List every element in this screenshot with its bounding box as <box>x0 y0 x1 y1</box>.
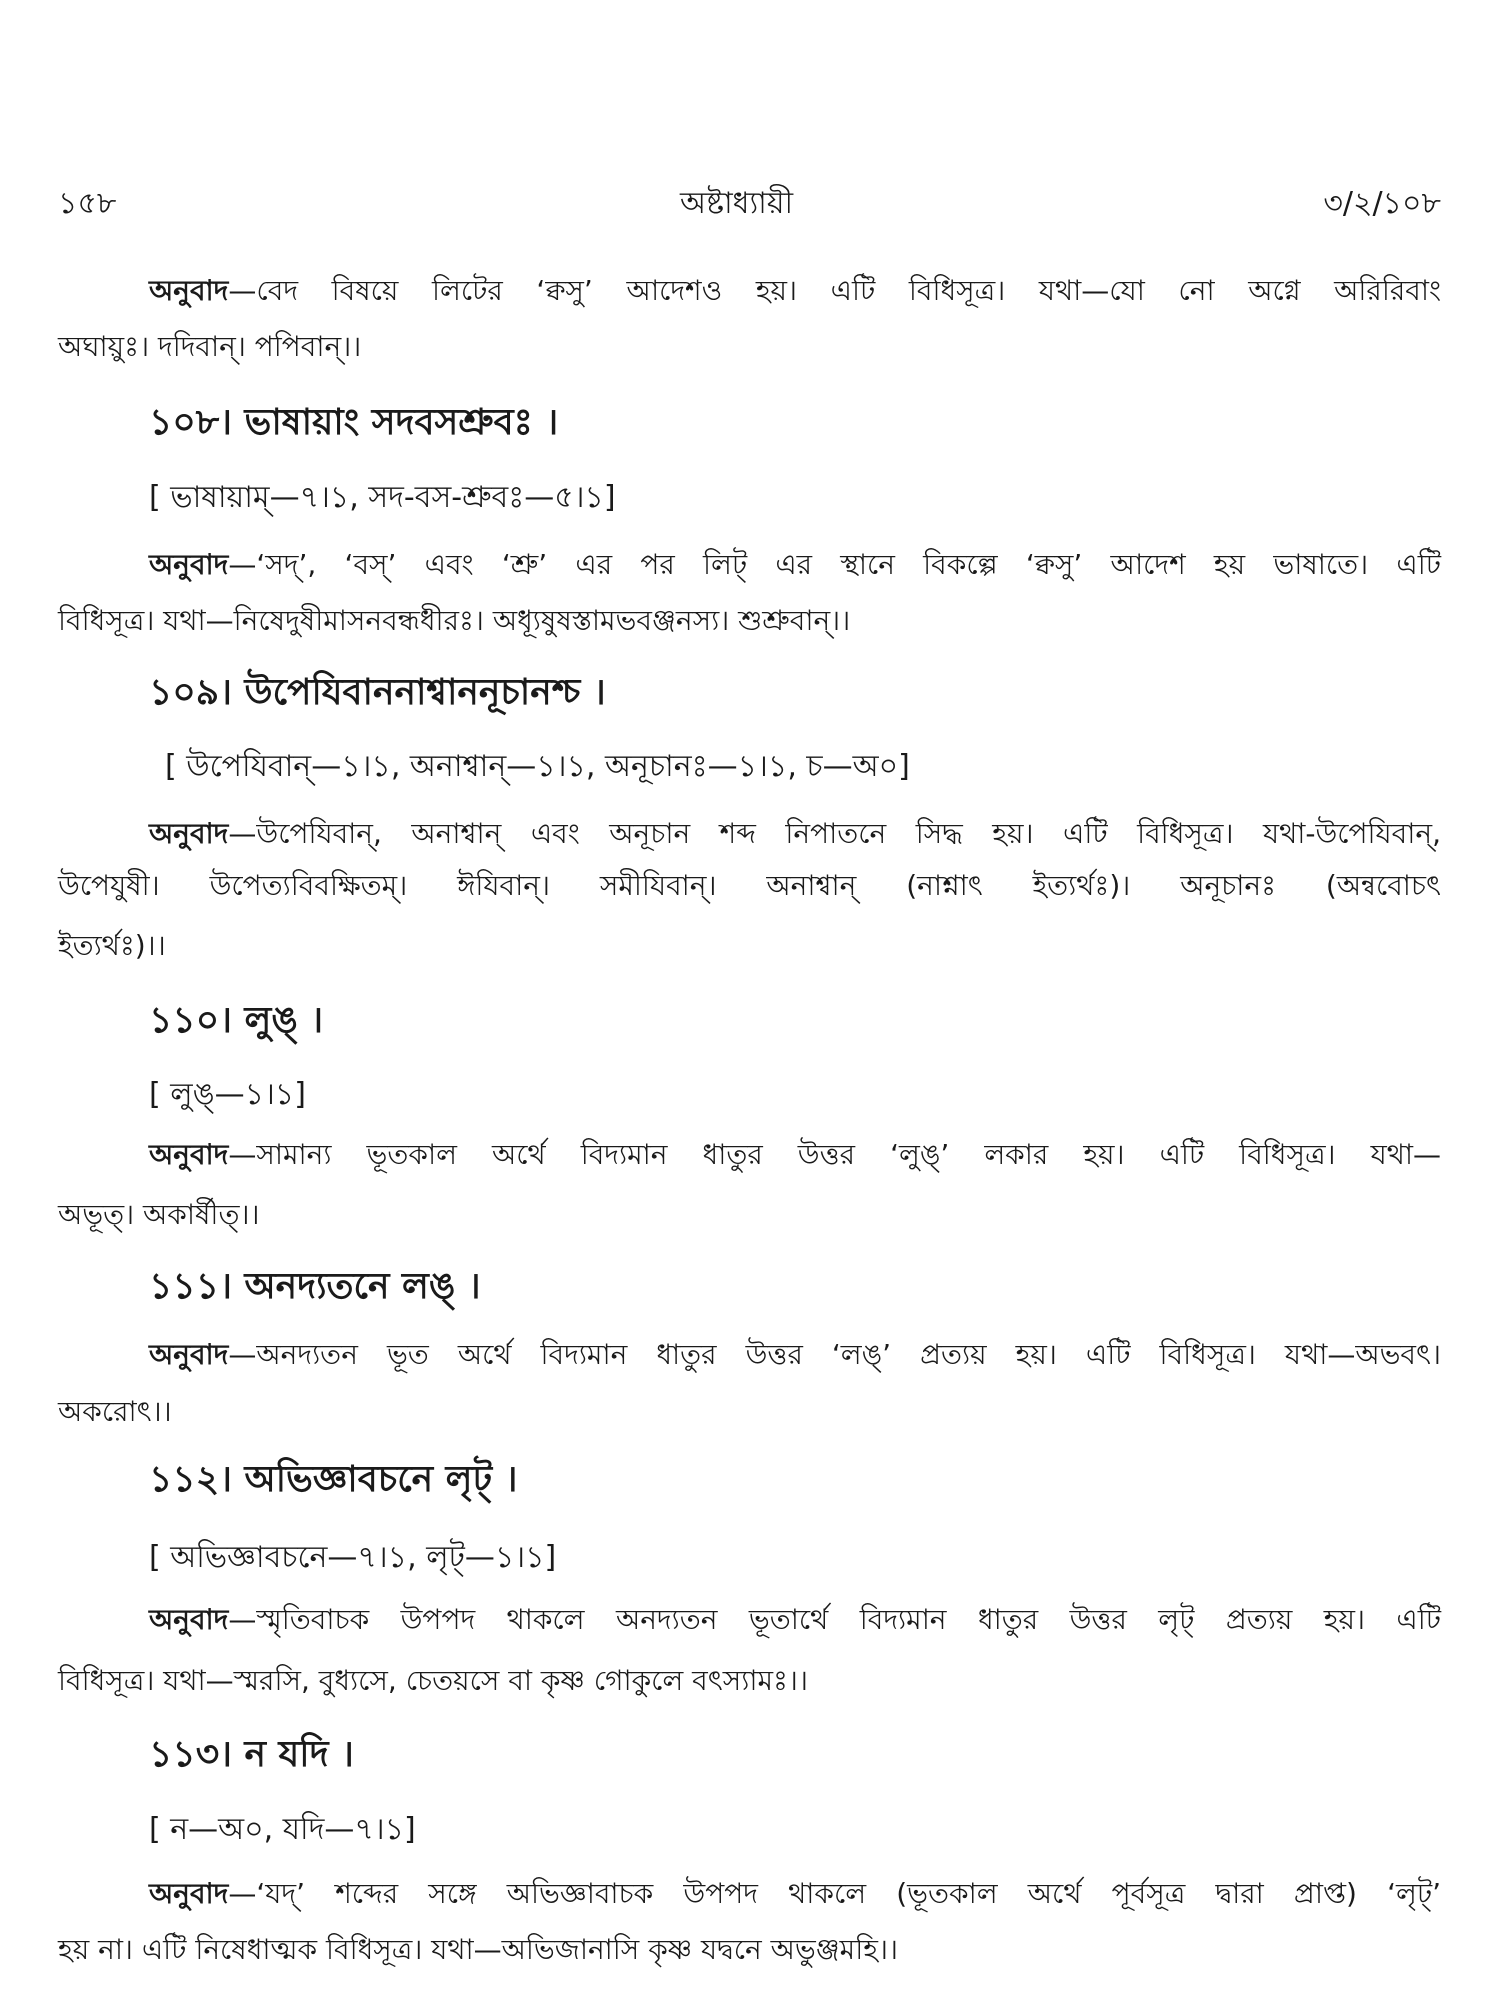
sutra-heading: ১০৮। ভাষায়াং সদবসশ্রুবঃ । <box>149 402 559 443</box>
paragraph-label: অনুবাদ <box>149 817 229 850</box>
sutra-analysis: [ লুঙ্—১।১] <box>149 1077 306 1112</box>
sutra-analysis: [ ভাষায়াম্—৭।১, সদ-বস-শ্রুবঃ—৫।১] <box>149 480 616 515</box>
sutra-heading: ১১১। অনদ্যতনে লঙ্ । <box>149 1266 481 1307</box>
paragraph-label: অনুবাদ <box>149 1603 229 1636</box>
paragraph-label: অনুবাদ <box>149 1877 229 1910</box>
paragraph-line: ইত্যর্থঃ)।। <box>58 929 166 962</box>
paragraph-line: —‘যদ্’ শব্দের সঙ্গে অভিজ্ঞাবাচক উপপদ থাকলে (ভূতকাল অর্থে পূর্বসূত্র দ্বারা প্রাপ্ত) ‘লৃট্’ <box>228 1877 1441 1910</box>
paragraph-line: বিধিসূত্র। যথা—স্মরসি, বুধ্যসে, চেতয়সে বা কৃষ্ণ গোকুলে বৎস্যামঃ।। <box>58 1664 808 1697</box>
paragraph-line: —উপেযিবান্, অনাশ্বান্ এবং অনূচান শব্দ নিপাতনে সিদ্ধ হয়। এটি বিধিসূত্র। যথা-উপেযিবান্, <box>228 817 1441 850</box>
paragraph-label: অনুবাদ <box>149 1138 229 1171</box>
page-number: ১৫৮ <box>58 186 117 221</box>
paragraph-line: —বেদ বিষয়ে লিটের ‘ক্বসু’ আদেশও হয়। এটি বিধিসূত্র। যথা—যো নো অগ্নে অরিরিবাং <box>228 274 1441 307</box>
paragraph-line: অঘায়ুঃ। দদিবান্। পপিবান্।। <box>58 330 362 363</box>
paragraph-label: অনুবাদ <box>149 274 229 307</box>
paragraph-line: —স্মৃতিবাচক উপপদ থাকলে অনদ্যতন ভূতার্থে বিদ্যমান ধাতুর উত্তর লৃট্ প্রত্যয় হয়। এটি <box>228 1603 1441 1636</box>
paragraph-label: অনুবাদ <box>149 1338 229 1371</box>
sutra-heading: ১১০। লুঙ্ । <box>149 1000 324 1041</box>
sutra-heading: ১১২। অভিজ্ঞাবচনে লৃট্ । <box>149 1459 518 1500</box>
paragraph-line: উপেযুষী। উপেত্যবিবক্ষিতম্। ঈযিবান্। সমীযিবান্। অনাশ্বান্ (নাশ্নাৎ ইত্যর্থঃ)। অনূচানঃ (অন্ববোচৎ <box>58 869 1441 902</box>
paragraph-label: অনুবাদ <box>149 548 229 581</box>
paragraph-line: বিধিসূত্র। যথা—নিষেদুষীমাসনবন্ধধীরঃ। অধ্যূষুষস্তামভবঞ্জনস্য। শুশ্রুবান্।। <box>58 604 851 637</box>
sutra-heading: ১১৩। ন যদি । <box>149 1734 354 1775</box>
paragraph-line: অভূত্। অকার্ষীত্।। <box>58 1198 260 1231</box>
sutra-analysis: [ উপেযিবান্—১।১, অনাশ্বান্—১।১, অনূচানঃ—১।১, চ—অ০] <box>165 749 910 784</box>
sutra-analysis: [ অভিজ্ঞাবচনে—৭।১, লৃট্—১।১] <box>149 1540 557 1575</box>
sutra-reference: ৩/২/১০৮ <box>1323 186 1441 221</box>
paragraph-line: অকরোৎ।। <box>58 1395 172 1428</box>
paragraph-line: —অনদ্যতন ভূত অর্থে বিদ্যমান ধাতুর উত্তর ‘লঙ্’ প্রত্যয় হয়। এটি বিধিসূত্র। যথা—অভবৎ। <box>228 1338 1441 1371</box>
sutra-heading: ১০৯। উপেযিবাননাশ্বাননূচানশ্চ । <box>149 672 606 713</box>
paragraph-line: —সামান্য ভূতকাল অর্থে বিদ্যমান ধাতুর উত্তর ‘লুঙ্’ লকার হয়। এটি বিধিসূত্র। যথা— <box>228 1138 1441 1171</box>
book-title: অষ্টাধ্যায়ী <box>680 186 794 221</box>
paragraph-line: হয় না। এটি নিষেধাত্মক বিধিসূত্র। যথা—অভিজানাসি কৃষ্ণ যদ্বনে অভুঞ্জমহি।। <box>58 1933 898 1966</box>
paragraph-line: —‘সদ্’, ‘বস্’ এবং ‘শ্রু’ এর পর লিট্ এর স্থানে বিকল্পে ‘ক্বসু’ আদেশ হয় ভাষাতে। এটি <box>228 548 1441 581</box>
sutra-analysis: [ ন—অ০, যদি—৭।১] <box>149 1812 416 1847</box>
